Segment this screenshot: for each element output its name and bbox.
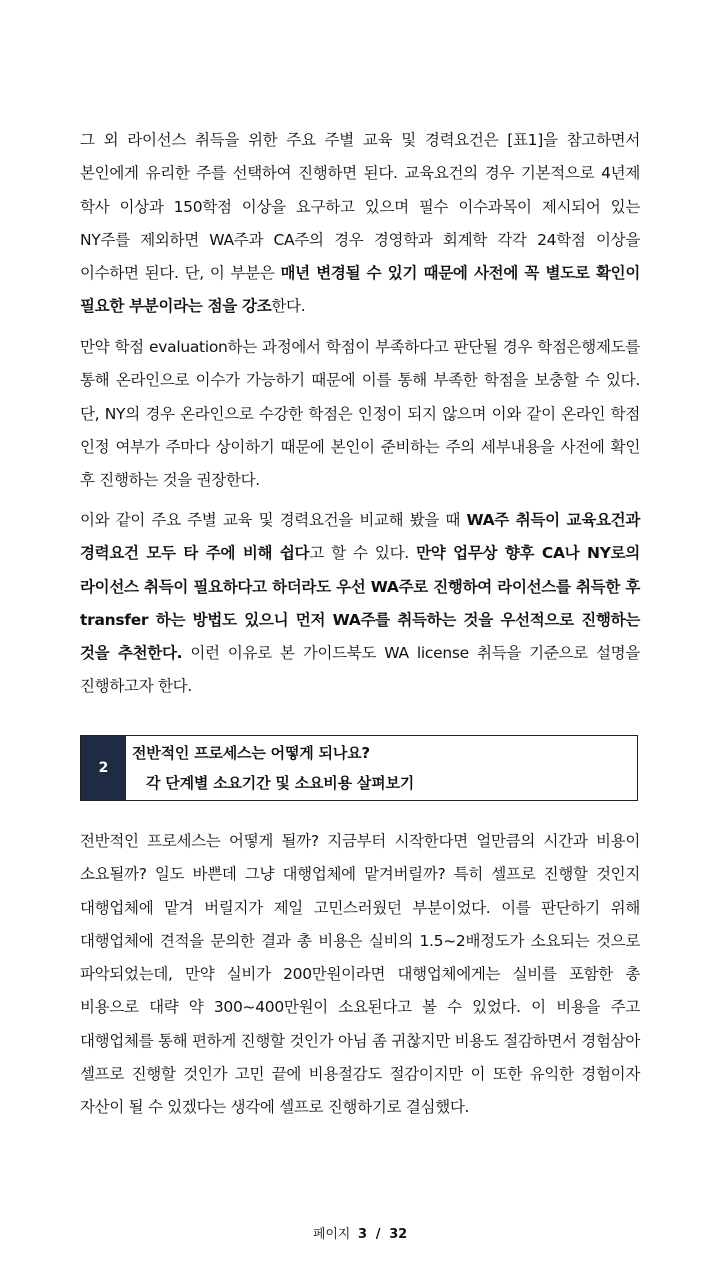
body-text: 한다.: [271, 297, 306, 316]
body-text: 만약 학점 evaluation하는 과정에서 학점이 부족하다고 판단될 경우 학점은행제도를 통해 온라인으로 이수가 가능하기 때문에 이를 통해 부족한 학점을 보충할 수 있다. 단, NY의 경우 온라인으로 수강한 학점은 인정이 되지 않으며 이와 같이 온라인 학점 인정 여부가 주마다 상이하기 때문에 본인이 준비하는 주의 세부내용을 사전에 확인 후 진행하는 것을 권장한다.: [80, 338, 640, 490]
emphasis-text: 매년 변경될 수 있기 때문에 사전에 꼭 별도로 확인이 필요한 부분이라는 점을 강조: [80, 264, 641, 316]
paragraph-wa-recommendation: [80, 504, 640, 704]
section-number-badge: 2: [81, 736, 126, 800]
body-text: 전반적인 프로세스는 어떻게 될까? 지금부터 시작한다면 얼만큼의 시간과 비용이 소요될까? 일도 바쁜데 그냥 대행업체에 맡겨버릴까? 특히 셀프로 진행할 것인지 대행업체에 맡겨 버릴지가 제일 고민스러웠던 부분이었다. 이를 판단하기 위해 대행업체에 견적을 문의한 결과 총 비용은 실비의 1.5~2배정도가 소요되는 것으로 파악되었는데, 만약 실비가 200만원이라면 대행업체에게는 실비를 포함한 총 비용으로 대략 약 300~400만원이 소요된다고 볼 수 있었다. 이 비용을 주고 대행업체를 통해 편하게 진행할 것인가 아님 좀 귀찮지만 비용도 절감하면서 경험삼아 셀프로 진행할 것인가 고민 끝에 비용절감도 절감이지만 이 또한 유익한 경험이자 자산이 될 수 있겠다는 생각에 셀프로 진행하기로 결심했다.: [80, 832, 640, 1117]
total-page-count: 32: [389, 1227, 407, 1242]
body-text: 고 할 수 있다.: [309, 544, 417, 563]
section-header-box: [80, 735, 638, 801]
section-title: 전반적인 프로세스는 어떻게 되나요?: [132, 744, 370, 762]
page-separator: /: [375, 1227, 381, 1242]
paragraph-overall-process: [80, 825, 640, 1125]
body-text: 그 외 라이선스 취득을 위한 주요 주별 교육 및 경력요건은 [표1]을 참고하면서 본인에게 유리한 주를 선택하여 진행하면 된다. 교육요건의 경우 기본적으로 4년제 학사 이상과 150학점 이상을 요구하고 있으며 필수 이수과목이 제시되어 있는 NY주를 제외하면 WA주과 CA주의 경우 경영학과 회계학 각각 24학점 이상을 이수하면 된다. 단, 이 부분은: [80, 131, 640, 283]
page-label: 페이지: [312, 1227, 351, 1242]
section-subtitle: 각 단계별 소요기간 및 소요비용 살펴보기: [146, 774, 415, 792]
emphasis-text: 만약 업무상 향후 CA나 NY로의 라이선스 취득이 필요하다고 하더라도 우선 WA주로 진행하여 라이선스를 취득한 후 transfer 하는 방법도 있으니 먼저 WA주를 취득하는 것을 우선적으로 진행하는 것을 추천한다.: [80, 544, 640, 663]
current-page-number: 3: [358, 1227, 367, 1242]
page-number-footer: [0, 1223, 720, 1242]
body-text: 이와 같이 주요 주별 교육 및 경력요건을 비교해 봤을 때: [80, 511, 467, 529]
paragraph-credit-evaluation: [80, 331, 640, 497]
body-text: 이런 이유로 본 가이드북도 WA license 취득을 기준으로 설명을 진행하고자 한다.: [80, 644, 640, 696]
section-title-group: [126, 736, 414, 800]
emphasis-text: WA주 취득이 교육요건과 경력요건 모두 타 주에 비해 쉽다: [80, 511, 641, 563]
paragraph-license-requirements: [80, 124, 640, 324]
